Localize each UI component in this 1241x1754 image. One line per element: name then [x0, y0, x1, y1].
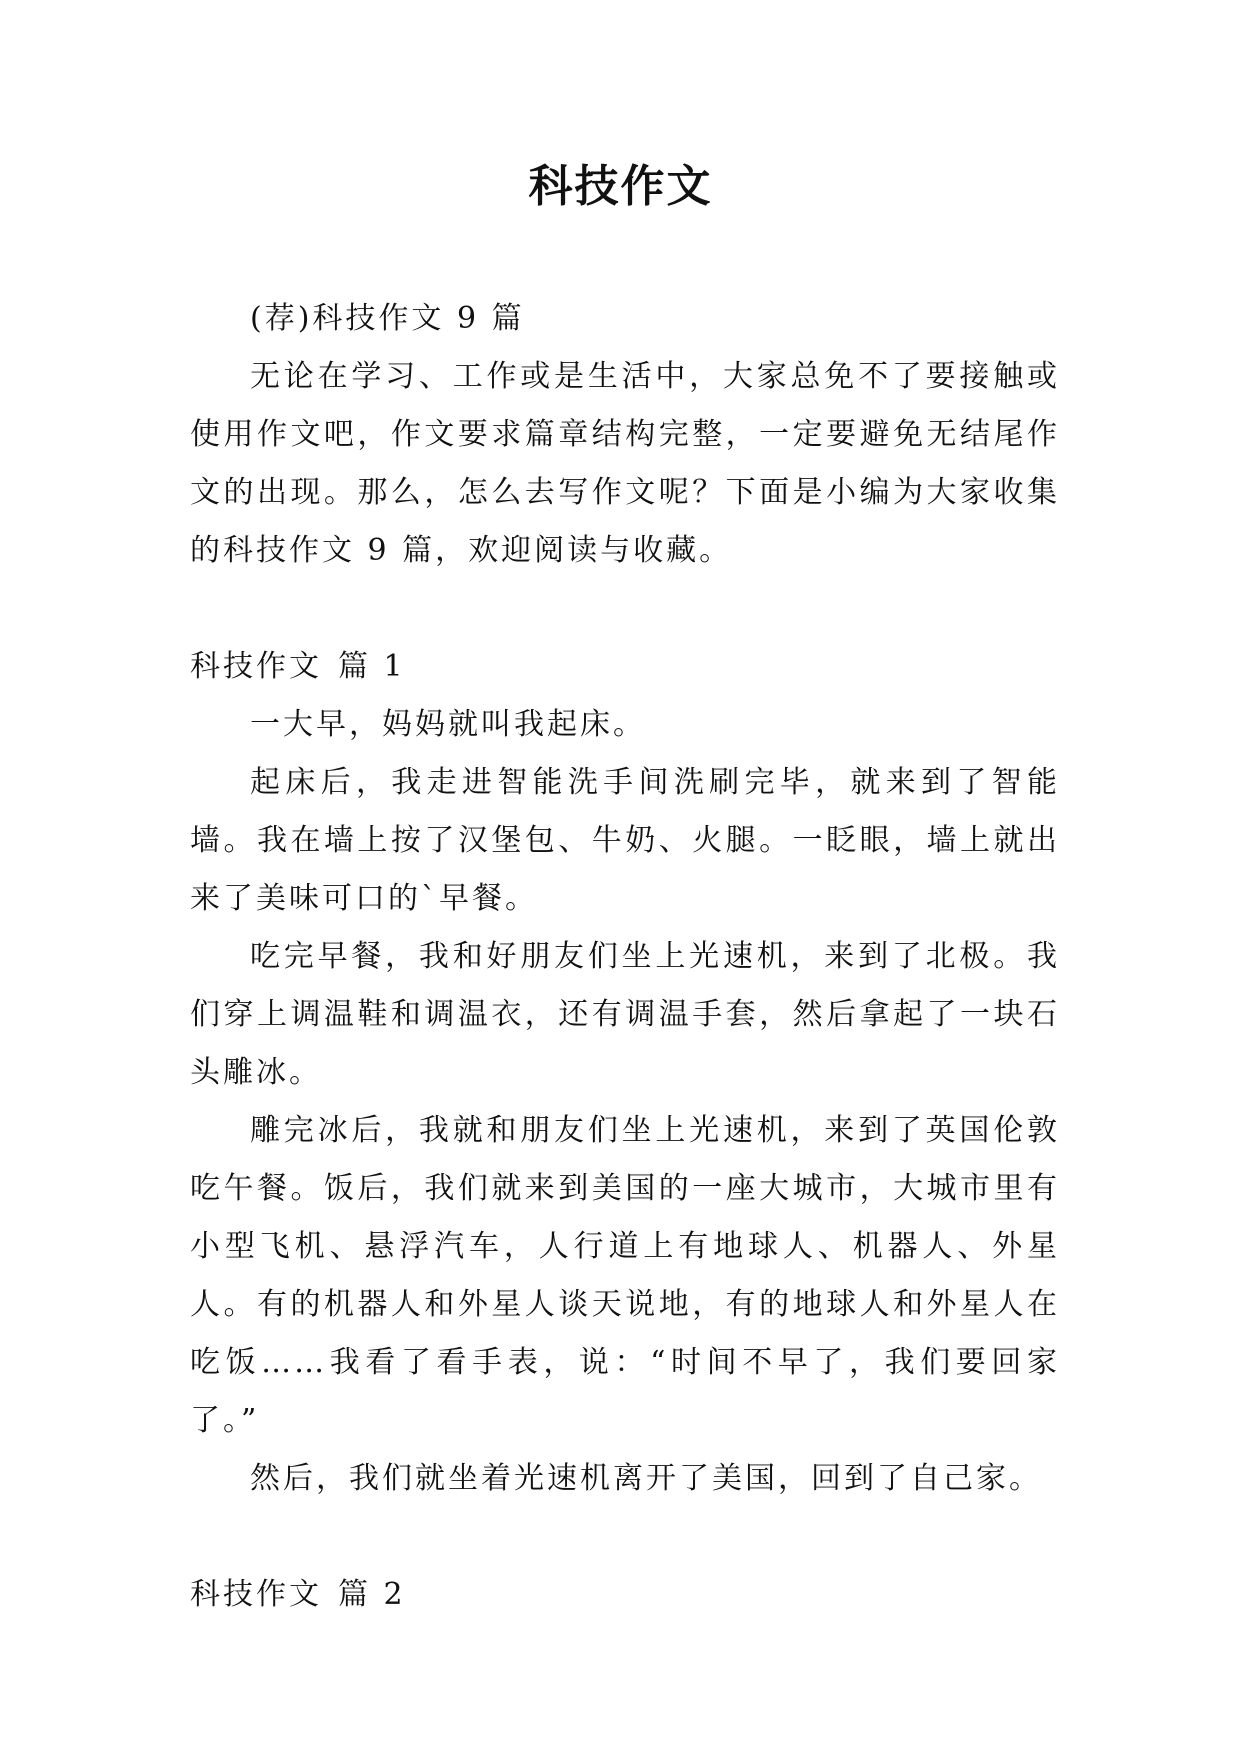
section-gap [190, 580, 1060, 638]
paragraph: 吃完早餐，我和好朋友们坐上光速机，来到了北极。我们穿上调温鞋和调温衣，还有调温手套，然后拿起了一块石头雕冰。 [190, 939, 1060, 1090]
section-heading-text: 科技作文 [190, 649, 322, 684]
section-heading-1 [190, 638, 1060, 696]
intro-paragraph: 无论在学习、工作或是生活中，大家总免不了要接触或使用作文吧，作文要求篇章结构完整，一定要避免无结尾作文的出现。那么，怎么去写作文呢？下面是小编为大家收集的科技作文 9 篇，欢迎阅读与收藏。 [190, 359, 1060, 568]
section-heading-text: 科技作文 [190, 1577, 322, 1612]
paragraph: 然后，我们就坐着光速机离开了美国，回到了自己家。 [250, 1461, 1042, 1496]
section-gap [190, 1508, 1060, 1566]
section-heading-number: 篇 2 [338, 1577, 406, 1612]
subtitle-line: (荐)科技作文 9 篇 [250, 301, 525, 336]
paragraph: 一大早，妈妈就叫我起床。 [250, 707, 646, 742]
section-heading-number: 篇 1 [338, 649, 406, 684]
paragraph: 起床后，我走进智能洗手间洗刷完毕，就来到了智能墙。我在墙上按了汉堡包、牛奶、火腿。一眨眼，墙上就出来了美味可口的`早餐。 [190, 765, 1060, 916]
section-heading-2 [190, 1566, 1060, 1624]
document-title: 科技作文 [528, 161, 713, 212]
paragraph: 雕完冰后，我就和朋友们坐上光速机，来到了英国伦敦吃午餐。饭后，我们就来到美国的一座大城市，大城市里有小型飞机、悬浮汽车，人行道上有地球人、机器人、外星人。有的机器人和外星人谈天说地，有的地球人和外星人在吃饭……我看了看手表，说：“时间不早了，我们要回家了。” [190, 1113, 1060, 1438]
document-body [190, 290, 1060, 1624]
